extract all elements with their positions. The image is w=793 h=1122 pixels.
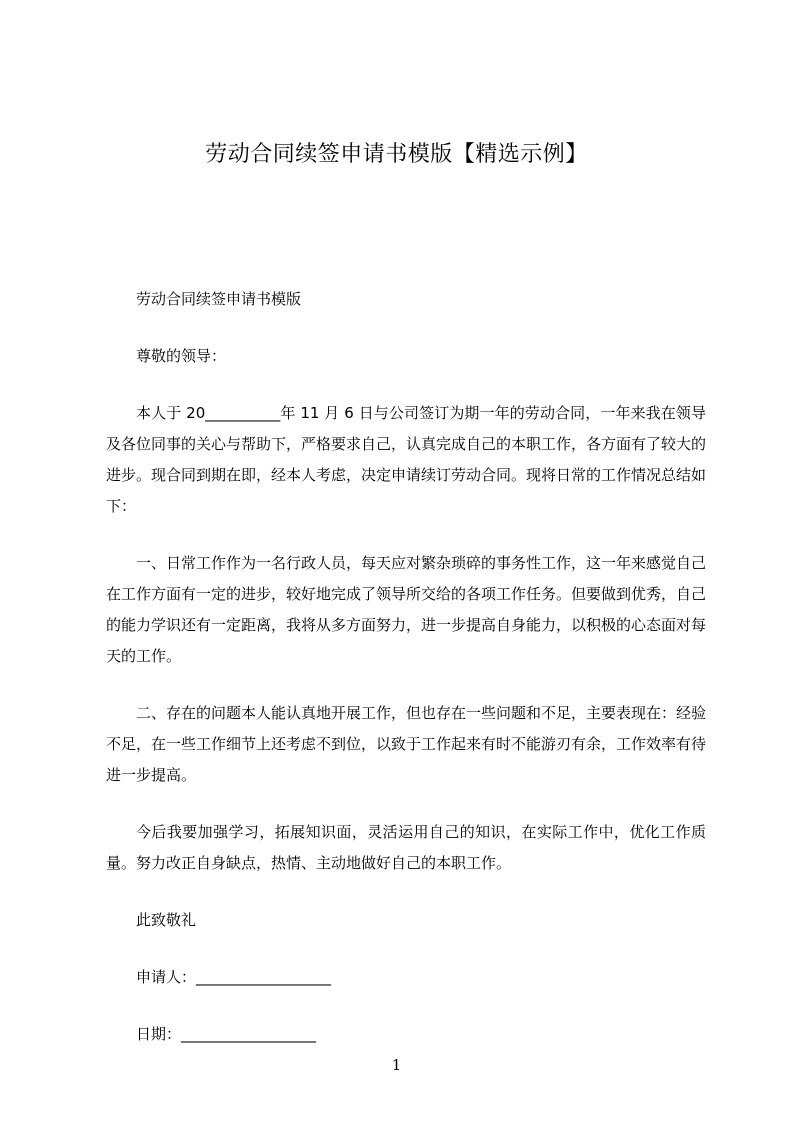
document-subtitle: 劳动合同续签申请书模版 <box>136 290 302 308</box>
document-body <box>106 284 706 1050</box>
applicant-signature-line: 申请人：__________________ <box>136 968 332 986</box>
page-number: 1 <box>391 1056 402 1074</box>
date-line: 日期：__________________ <box>136 1025 317 1043</box>
document-title: 劳动合同续签申请书模版【精选示例】 <box>205 142 588 167</box>
paragraph-problems: 二、存在的问题本人能认真地开展工作，但也存在一些问题和不足，主要表现在：经验不足，在一些工作细节上还考虑不到位，以致于工作起来有时不能游刃有余，工作效率有待进一步提高。 <box>106 704 707 784</box>
paragraph-daily-work: 一、日常工作作为一名行政人员，每天应对繁杂琐碎的事务性工作，这一年来感觉自己在工作方面有一定的进步，较好地完成了领导所交给的各项工作任务。但要做到优秀，自己的能力学识还有一定距离，我将从多方面努力，进一步提高自身能力，以积极的心态面对每天的工作。 <box>106 554 707 665</box>
closing: 此致敬礼 <box>136 911 197 929</box>
salutation: 尊敬的领导： <box>136 347 227 365</box>
paragraph-future: 今后我要加强学习，拓展知识面，灵活运用自己的知识，在实际工作中，优化工作质量。努力改正自身缺点，热情、主动地做好自己的本职工作。 <box>106 823 706 872</box>
paragraph-intro: 本人于 20__________年 11 月 6 日与公司签订为期一年的劳动合同，一年来我在领导及各位同事的关心与帮助下，严格要求自己，认真完成自己的本职工作，各方面有了较大的进步。现合同到期在即，经本人考虑，决定申请续订劳动合同。现将日常的工作情况总结如下： <box>106 404 707 515</box>
